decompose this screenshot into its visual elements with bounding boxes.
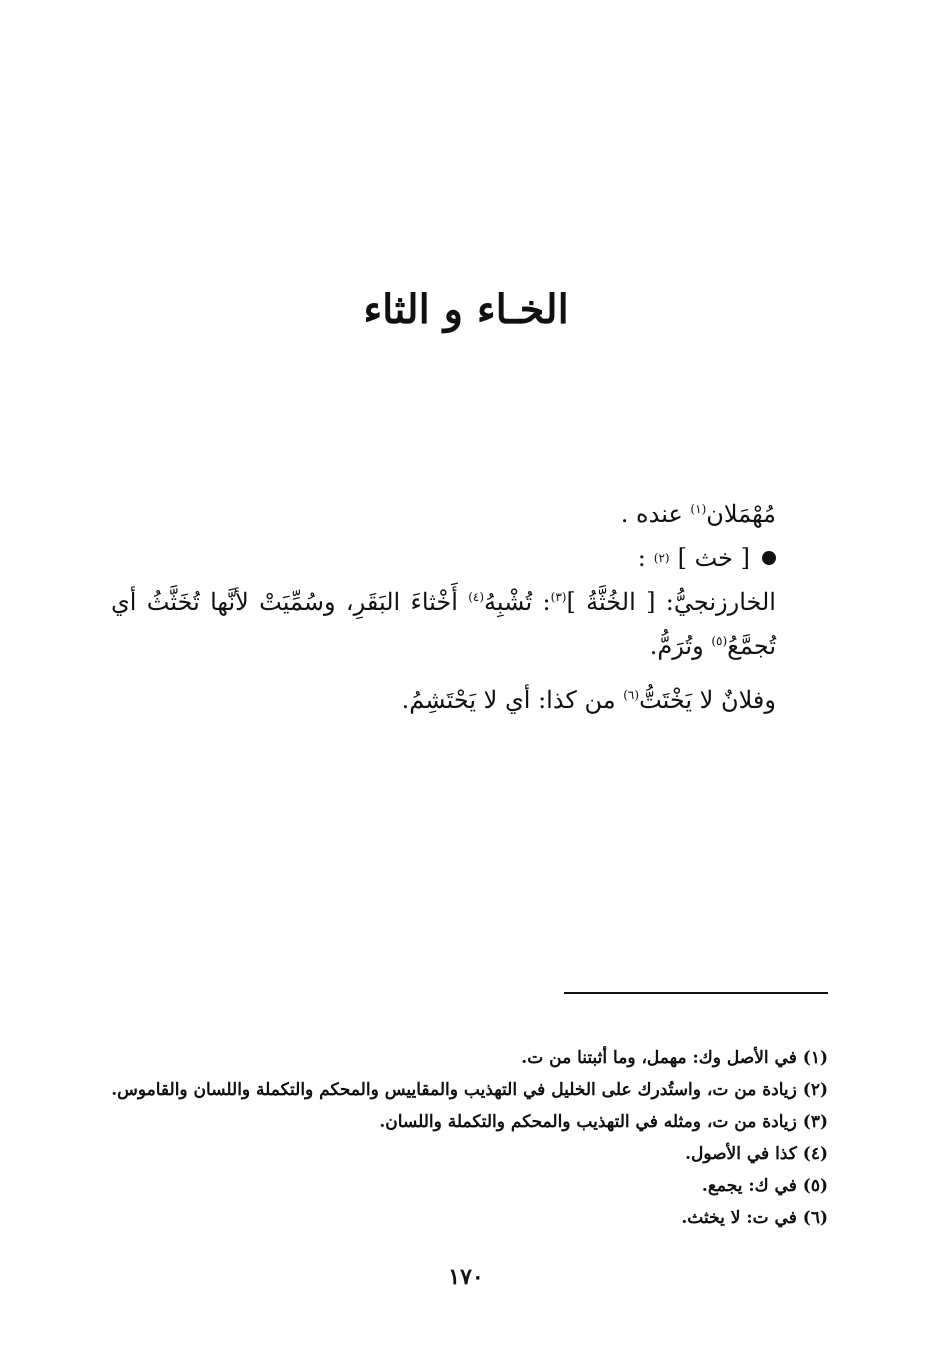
paragraph-1 [111,580,776,668]
footnote-5: (٥) في ك: يجمع. [701,1176,828,1196]
footnote-ref-3: (٣) [550,590,567,604]
footnote-4: (٤) كذا في الأصول. [685,1144,828,1164]
text-segment: من كذا: أي لا يَحْتَشِمُ. [401,686,616,714]
footnote-ref-4: (٤) [468,590,485,604]
text-line-1 [111,492,776,536]
bullet-icon [762,551,776,565]
text-segment: وتُرَمُّ. [649,632,704,660]
text-segment: الخارزنجيُّ: [ الخُثَّةُ ] [566,588,776,616]
footnote-1: (١) في الأصل وك: مهمل، وما أثبتنا من ت. [521,1048,828,1068]
footnote-3: (٣) زيادة من ت، ومثله في التهذيب والمحكم والتكملة واللسان. [379,1112,828,1132]
root-label: [ خث ] [677,544,750,572]
footnote-ref-1: (١) [690,502,707,516]
footnotes [108,1042,828,1234]
text-segment: وفلانٌ لا يَخْتَتُّ [639,686,776,714]
text-segment: أَخْثاءَ البَقَرِ، وسُمِّيَتْ لأنَّها تُخَثَّثُ أي تُجمَّعُ [111,588,776,660]
page-number: ١٧٠ [448,1264,484,1290]
text-segment: : [637,544,646,572]
entry-heading: [ خث ] (٢) : [111,536,776,580]
text-segment: عنده . [620,500,683,528]
main-text [111,492,776,722]
footnote-ref-6: (٦) [623,688,640,702]
chapter-title: الخـاء و الثاء [363,286,569,333]
footnote-2: (٢) زيادة من ت، واستُدرك على الخليل في التهذيب والمقاييس والمحكم والتكملة واللسان والقاموس. [111,1080,828,1100]
footnote-6: (٦) في ت: لا يخثث. [681,1208,828,1228]
footnote-divider [564,992,828,994]
paragraph-2 [111,678,776,722]
footnote-ref-5: (٥) [711,634,728,648]
headword-muhmalan: مُهْمَلان [706,500,776,528]
text-segment: : تُشْبِهُ [484,588,551,616]
